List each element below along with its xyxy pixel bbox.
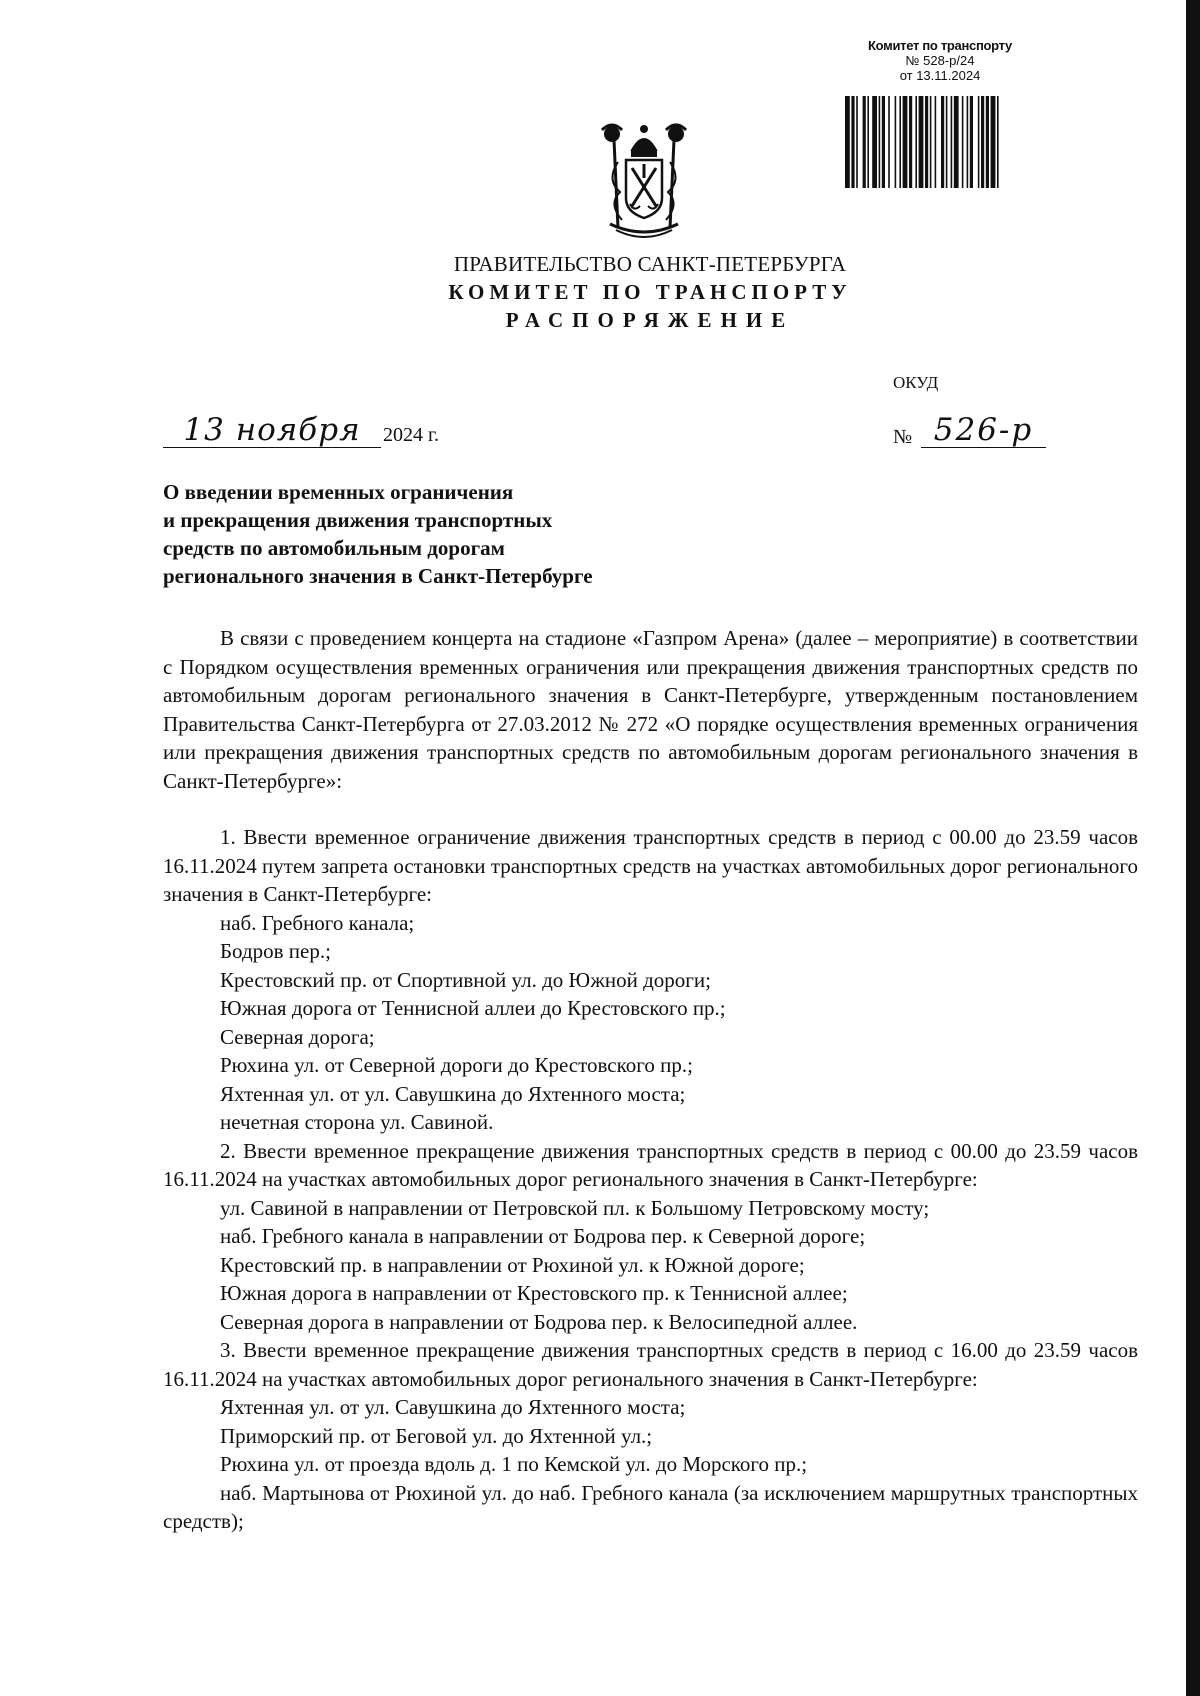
number-sign: №	[893, 426, 913, 448]
barcode-bar	[930, 96, 932, 188]
list-item: Крестовский пр. от Спортивной ул. до Южной дороги;	[220, 967, 711, 992]
list-item: Рюхина ул. от проезда вдоль д. 1 по Кемской ул. до Морского пр.;	[220, 1452, 808, 1476]
stamp-number: № 528-р/24	[905, 53, 975, 68]
document-number	[893, 412, 1053, 452]
st-petersburg-coat-of-arms-icon	[596, 120, 692, 240]
barcode-bar	[899, 96, 901, 188]
list-item: Яхтенная ул. от ул. Савушкина до Яхтенного моста;	[220, 1081, 686, 1106]
barcode-bar	[863, 96, 866, 188]
barcode-bar	[909, 96, 912, 188]
barcode-bar	[919, 96, 924, 188]
item-3-text: 3. Ввести временное прекращение движения транспортных средств в период с 16.00 до 23.59 часов 16.11.2024 на участках автомобильных дорог регионального значения в Санкт-Петербурге:	[163, 1338, 1138, 1391]
date-underline	[163, 447, 381, 448]
barcode-bar	[856, 96, 858, 188]
barcode-bar	[867, 96, 869, 188]
item-2-text: 2. Ввести временное прекращение движения транспортных средств в период с 00.00 до 23.59 часов 16.11.2024 на участках автомобильных дорог регионального значения в Санкт-Петербурге:	[163, 1138, 1138, 1191]
list-item: Северная дорога в направлении от Бодрова пер. к Велосипедной аллее.	[220, 1309, 858, 1334]
registration-stamp	[840, 38, 1040, 83]
number-underline	[921, 447, 1046, 448]
list-item: Яхтенная ул. от ул. Савушкина до Яхтенного моста;	[220, 1395, 686, 1419]
barcode-bar	[879, 96, 881, 188]
barcode-bar	[946, 96, 948, 188]
title-line: средств по автомобильным дорогам	[163, 536, 505, 560]
title-line: О введении временных ограничения	[163, 480, 514, 504]
document-body	[163, 624, 1138, 1536]
list-item: наб. Гребного канала в направлении от Бодрова пер. к Северной дороге;	[220, 1224, 866, 1248]
barcode-bar	[888, 96, 890, 188]
list-item: ул. Савиной в направлении от Петровской пл. к Большому Петровскому мосту;	[220, 1195, 930, 1220]
barcode-icon	[845, 96, 1033, 188]
barcode-bar	[951, 96, 953, 188]
preamble-paragraph: В связи с проведением концерта на стадионе «Газпром Арена» (далее – мероприятие) в соответствии с Порядком осуществления временных ограничения или прекращения движения транспортных средств по автомобильным дорогам регионального значения в Санкт-Петербурге, утвержденным постановлением Правительства Санкт-Петербурга от 27.03.2012 № 272 «О порядке осуществления временных ограничения или прекращения движения транспортных средств по автомобильным дорогам регионального значения в Санкт-Петербурге»:	[163, 626, 1138, 793]
paragraph-spacer	[163, 795, 1138, 823]
stamp-date: от 13.11.2024	[899, 68, 981, 83]
list-item: Крестовский пр. в направлении от Рюхиной ул. к Южной дороге;	[220, 1252, 805, 1277]
stamp-org: Комитет по транспорту	[868, 38, 1012, 53]
barcode-bar	[978, 96, 980, 188]
barcode-bar	[895, 96, 897, 188]
barcode-bar	[991, 96, 996, 188]
list-item: Южная дорога в направлении от Крестовского пр. к Теннисной аллее;	[220, 1281, 848, 1305]
barcode-bar	[925, 96, 928, 188]
barcode-bar	[935, 96, 937, 188]
barcode-bar	[954, 96, 959, 188]
list-item-last: наб. Мартынова от Рюхиной ул. до наб. Гребного канала (за исключением маршрутных транспортных средств);	[163, 1480, 1138, 1533]
list-item: Рюхина ул. от Северной дороги до Крестовского пр.;	[220, 1053, 693, 1077]
barcode-bar	[970, 96, 973, 188]
okud-label: ОКУД	[893, 373, 939, 392]
date-year: 2024 г.	[383, 424, 439, 446]
item-1-text: 1. Ввести временное ограничение движения транспортных средств в период с 00.00 до 23.59 часов 16.11.2024 путем запрета остановки транспортных средств на участках автомобильных дорог регионального значения в Санкт-Петербурге:	[163, 825, 1138, 906]
barcode-bar	[941, 96, 944, 188]
document-title	[163, 478, 723, 590]
title-line: и прекращения движения транспортных	[163, 508, 553, 532]
barcode-bar	[997, 96, 999, 188]
barcode-bar	[851, 96, 854, 188]
barcode-bar	[967, 96, 969, 188]
committee-name: КОМИТЕТ ПО ТРАНСПОРТУ	[448, 280, 852, 304]
list-item: Северная дорога;	[220, 1024, 375, 1049]
handwritten-number: 526-р	[933, 412, 1034, 448]
government-name: ПРАВИТЕЛЬСТВО САНКТ-ПЕТЕРБУРГА	[453, 252, 847, 276]
handwritten-date: 13 ноября	[183, 412, 361, 448]
barcode-bar	[845, 96, 850, 188]
barcode-bar	[981, 96, 984, 188]
barcode-bar	[872, 96, 877, 188]
document-type: РАСПОРЯЖЕНИЕ	[505, 308, 795, 332]
document-heading	[0, 250, 1200, 334]
barcode-bar	[986, 96, 989, 188]
list-item: наб. Гребного канала;	[220, 910, 415, 935]
barcode-bar	[962, 96, 964, 188]
barcode-bar	[915, 96, 917, 188]
barcode-bar	[882, 96, 885, 188]
document-date	[163, 412, 463, 452]
list-item: нечетная сторона ул. Савиной.	[220, 1110, 494, 1134]
list-item: Южная дорога от Теннисной аллеи до Крестовского пр.;	[220, 996, 726, 1020]
title-line: регионального значения в Санкт-Петербурге	[163, 564, 593, 588]
list-item: Бодров пер.;	[220, 939, 331, 963]
list-item: Приморский пр. от Беговой ул. до Яхтенной ул.;	[220, 1423, 653, 1448]
barcode-bar	[903, 96, 908, 188]
